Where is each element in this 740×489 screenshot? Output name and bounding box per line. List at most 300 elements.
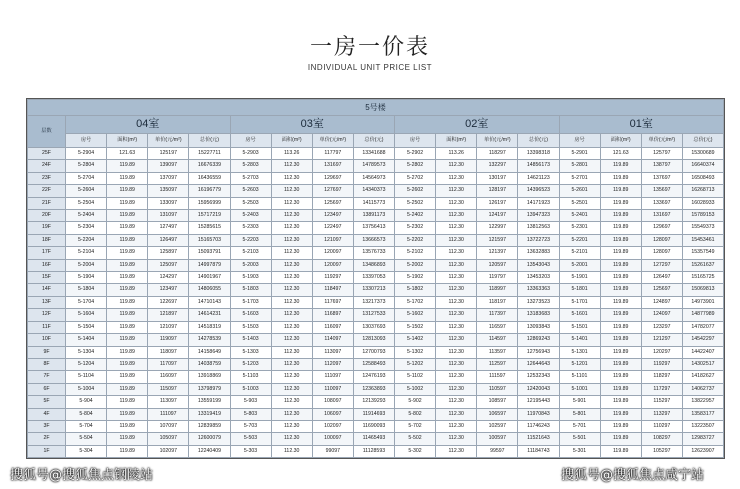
price-cell: 5-2203 xyxy=(230,234,271,246)
price-cell: 5-1804 xyxy=(66,284,107,296)
price-cell: 108097 xyxy=(312,396,353,408)
page-title: 一房一价表 xyxy=(309,35,430,60)
price-cell: 13363363 xyxy=(518,284,559,296)
price-cell: 5-2202 xyxy=(395,234,436,246)
price-cell: 13453203 xyxy=(518,272,559,284)
price-cell: 15453461 xyxy=(682,234,723,246)
price-cell: 5-2001 xyxy=(559,259,600,271)
table-row xyxy=(28,185,724,197)
price-cell: 5-504 xyxy=(66,433,107,445)
price-cell: 112.30 xyxy=(271,172,312,184)
price-cell: 11465493 xyxy=(353,433,394,445)
price-cell: 14182627 xyxy=(682,371,723,383)
price-cell: 119.89 xyxy=(107,247,148,259)
price-cell: 123497 xyxy=(148,284,189,296)
price-cell: 12588493 xyxy=(353,358,394,370)
price-cell: 5-703 xyxy=(230,420,271,432)
watermark-left: 搜狐号@搜狐焦点钢陵站 xyxy=(10,468,154,483)
price-cell: 135697 xyxy=(641,185,682,197)
price-cell: 5-1501 xyxy=(559,321,600,333)
price-cell: 12623907 xyxy=(682,445,723,457)
price-cell: 12600079 xyxy=(189,433,230,445)
price-cell: 112.30 xyxy=(436,321,477,333)
price-cell: 119.89 xyxy=(107,420,148,432)
price-cell: 119.89 xyxy=(107,160,148,172)
price-cell: 5-1603 xyxy=(230,309,271,321)
price-cell: 129697 xyxy=(312,172,353,184)
price-cell: 105297 xyxy=(641,445,682,457)
price-cell: 122697 xyxy=(148,296,189,308)
price-cell: 15165725 xyxy=(682,272,723,284)
price-cell: 5-1202 xyxy=(395,358,436,370)
price-cell: 5-2104 xyxy=(66,247,107,259)
price-cell: 113097 xyxy=(148,396,189,408)
price-cell: 14997879 xyxy=(189,259,230,271)
price-cell: 5-2504 xyxy=(66,197,107,209)
price-cell: 112.30 xyxy=(436,197,477,209)
table-row xyxy=(28,346,724,358)
floor-cell: 13F xyxy=(28,296,66,308)
price-cell: 5-1001 xyxy=(559,383,600,395)
price-cell: 13486893 xyxy=(353,259,394,271)
table-row xyxy=(28,284,724,296)
price-cell: 121397 xyxy=(477,247,518,259)
column-header: 总价(元) xyxy=(189,134,230,148)
price-cell: 13543043 xyxy=(518,259,559,271)
price-cell: 14422407 xyxy=(682,346,723,358)
unit-header: 01室 xyxy=(559,116,724,134)
price-cell: 124297 xyxy=(148,272,189,284)
price-cell: 112.30 xyxy=(436,420,477,432)
price-cell: 138797 xyxy=(641,160,682,172)
price-cell: 119.89 xyxy=(600,334,641,346)
price-cell: 106097 xyxy=(312,408,353,420)
table-row xyxy=(28,420,724,432)
floor-cell: 1F xyxy=(28,445,66,457)
price-cell: 5-1204 xyxy=(66,358,107,370)
price-cell: 115297 xyxy=(641,396,682,408)
price-cell: 113.26 xyxy=(271,148,312,160)
floor-cell: 18F xyxy=(28,234,66,246)
price-cell: 14518319 xyxy=(189,321,230,333)
price-cell: 5-1602 xyxy=(395,309,436,321)
price-cell: 5-902 xyxy=(395,396,436,408)
table-row xyxy=(28,358,724,370)
price-cell: 13632883 xyxy=(518,247,559,259)
price-cell: 119.89 xyxy=(107,296,148,308)
price-cell: 13583177 xyxy=(682,408,723,420)
price-cell: 117797 xyxy=(312,148,353,160)
price-cell: 113297 xyxy=(641,408,682,420)
price-cell: 15261637 xyxy=(682,259,723,271)
price-cell: 119.89 xyxy=(600,396,641,408)
price-cell: 12532343 xyxy=(518,371,559,383)
price-cell: 112.30 xyxy=(271,433,312,445)
price-cell: 13947323 xyxy=(518,210,559,222)
price-cell: 5-1704 xyxy=(66,296,107,308)
price-cell: 119.89 xyxy=(600,296,641,308)
price-cell: 5-2302 xyxy=(395,222,436,234)
price-cell: 5-2501 xyxy=(559,197,600,209)
price-cell: 12240409 xyxy=(189,445,230,457)
watermark-right: 搜狐号@搜狐焦点咸宁站 xyxy=(561,468,705,483)
column-header: 房号 xyxy=(66,134,107,148)
price-cell: 5-501 xyxy=(559,433,600,445)
price-cell: 14789573 xyxy=(353,160,394,172)
price-cell: 108297 xyxy=(641,433,682,445)
price-cell: 14564973 xyxy=(353,172,394,184)
price-cell: 128197 xyxy=(477,185,518,197)
price-cell: 14302517 xyxy=(682,358,723,370)
floor-cell: 4F xyxy=(28,408,66,420)
price-cell: 113.26 xyxy=(436,148,477,160)
price-cell: 119297 xyxy=(641,358,682,370)
price-cell: 112.30 xyxy=(271,321,312,333)
column-header: 单价(元/m²) xyxy=(148,134,189,148)
price-cell: 119.89 xyxy=(600,284,641,296)
price-cell: 112.30 xyxy=(271,371,312,383)
floor-cell: 12F xyxy=(28,309,66,321)
price-cell: 5-2903 xyxy=(230,148,271,160)
price-cell: 131097 xyxy=(148,210,189,222)
price-cell: 13756413 xyxy=(353,222,394,234)
floor-cell: 5F xyxy=(28,396,66,408)
price-cell: 126497 xyxy=(148,234,189,246)
price-cell: 5-1801 xyxy=(559,284,600,296)
price-cell: 5-1301 xyxy=(559,346,600,358)
price-cell: 124897 xyxy=(641,296,682,308)
floor-cell: 7F xyxy=(28,371,66,383)
price-cell: 12476193 xyxy=(353,371,394,383)
price-cell: 119.89 xyxy=(600,445,641,457)
price-cell: 122997 xyxy=(477,222,518,234)
price-cell: 119.89 xyxy=(600,420,641,432)
price-cell: 112.30 xyxy=(271,259,312,271)
price-cell: 112.30 xyxy=(271,408,312,420)
price-cell: 112.30 xyxy=(271,396,312,408)
building-name: 5号楼 xyxy=(28,100,724,116)
price-cell: 127297 xyxy=(641,259,682,271)
price-cell: 119.89 xyxy=(107,197,148,209)
price-cell: 5-503 xyxy=(230,433,271,445)
price-cell: 5-2603 xyxy=(230,185,271,197)
price-cell: 119.89 xyxy=(600,210,641,222)
price-cell: 13319419 xyxy=(189,408,230,420)
price-cell: 119.89 xyxy=(107,371,148,383)
price-cell: 14038759 xyxy=(189,358,230,370)
price-cell: 123497 xyxy=(312,210,353,222)
price-cell: 12363893 xyxy=(353,383,394,395)
price-cell: 133097 xyxy=(148,197,189,209)
price-cell: 5-704 xyxy=(66,420,107,432)
price-cell: 15956999 xyxy=(189,197,230,209)
price-cell: 117097 xyxy=(148,358,189,370)
price-cell: 5-1504 xyxy=(66,321,107,333)
price-cell: 5-2502 xyxy=(395,197,436,209)
price-cell: 107097 xyxy=(148,420,189,432)
price-cell: 5-2601 xyxy=(559,185,600,197)
price-cell: 121097 xyxy=(312,234,353,246)
price-cell: 5-2401 xyxy=(559,210,600,222)
price-cell: 125697 xyxy=(641,284,682,296)
column-header: 面积(m²) xyxy=(600,134,641,148)
price-cell: 119.89 xyxy=(107,210,148,222)
price-cell: 5-1004 xyxy=(66,383,107,395)
price-cell: 5-304 xyxy=(66,445,107,457)
price-cell: 5-302 xyxy=(395,445,436,457)
price-cell: 14158649 xyxy=(189,346,230,358)
floor-cell: 2F xyxy=(28,433,66,445)
price-cell: 119.89 xyxy=(107,259,148,271)
price-cell: 135097 xyxy=(148,185,189,197)
price-cell: 5-2102 xyxy=(395,247,436,259)
column-header: 房号 xyxy=(559,134,600,148)
price-cell: 5-1003 xyxy=(230,383,271,395)
price-cell: 12700793 xyxy=(353,346,394,358)
unit-header: 03室 xyxy=(230,116,395,134)
price-cell: 112097 xyxy=(312,358,353,370)
price-cell: 15165703 xyxy=(189,234,230,246)
price-cell: 118197 xyxy=(477,296,518,308)
price-cell: 122497 xyxy=(312,222,353,234)
price-cell: 5-2204 xyxy=(66,234,107,246)
price-cell: 112.30 xyxy=(436,433,477,445)
price-cell: 119.89 xyxy=(107,172,148,184)
price-cell: 119.89 xyxy=(600,172,641,184)
price-cell: 128097 xyxy=(641,234,682,246)
table-row xyxy=(28,334,724,346)
price-cell: 121.63 xyxy=(107,148,148,160)
price-cell: 5-2503 xyxy=(230,197,271,209)
price-cell: 13812563 xyxy=(518,222,559,234)
column-header: 面积(m²) xyxy=(271,134,312,148)
price-cell: 5-1002 xyxy=(395,383,436,395)
price-cell: 119.89 xyxy=(600,346,641,358)
price-cell: 112.30 xyxy=(271,247,312,259)
price-cell: 112.30 xyxy=(436,172,477,184)
column-header: 单价(元/m²) xyxy=(477,134,518,148)
price-cell: 5-2301 xyxy=(559,222,600,234)
price-cell: 16028933 xyxy=(682,197,723,209)
price-cell: 128097 xyxy=(641,247,682,259)
price-cell: 13223507 xyxy=(682,420,723,432)
price-cell: 119.89 xyxy=(600,321,641,333)
table-row xyxy=(28,148,724,160)
floor-cell: 19F xyxy=(28,222,66,234)
price-cell: 5-1604 xyxy=(66,309,107,321)
price-cell: 137097 xyxy=(148,172,189,184)
price-cell: 5-1304 xyxy=(66,346,107,358)
price-cell: 14340373 xyxy=(353,185,394,197)
price-cell: 11128593 xyxy=(353,445,394,457)
price-cell: 119797 xyxy=(477,272,518,284)
price-cell: 5-702 xyxy=(395,420,436,432)
price-cell: 5-1601 xyxy=(559,309,600,321)
price-cell: 113097 xyxy=(312,346,353,358)
floor-cell: 16F xyxy=(28,259,66,271)
price-cell: 114097 xyxy=(312,334,353,346)
price-cell: 5-1103 xyxy=(230,371,271,383)
price-cell: 100097 xyxy=(312,433,353,445)
price-cell: 13666573 xyxy=(353,234,394,246)
price-cell: 108597 xyxy=(477,396,518,408)
column-header: 总价(元) xyxy=(682,134,723,148)
price-cell: 99097 xyxy=(312,445,353,457)
floor-cell: 3F xyxy=(28,420,66,432)
price-cell: 102097 xyxy=(148,445,189,457)
price-cell: 14396523 xyxy=(518,185,559,197)
table-row xyxy=(28,272,724,284)
price-cell: 5-903 xyxy=(230,396,271,408)
column-header: 房号 xyxy=(230,134,271,148)
floor-cell: 11F xyxy=(28,321,66,333)
price-cell: 5-1402 xyxy=(395,334,436,346)
page-subtitle: INDIVIDUAL UNIT PRICE LIST xyxy=(307,63,433,72)
price-cell: 13183683 xyxy=(518,309,559,321)
table-row xyxy=(28,433,724,445)
price-cell: 112.30 xyxy=(436,234,477,246)
price-cell: 119.89 xyxy=(107,272,148,284)
column-header: 面积(m²) xyxy=(436,134,477,148)
price-cell: 5-804 xyxy=(66,408,107,420)
price-cell: 14806055 xyxy=(189,284,230,296)
price-cell: 5-2304 xyxy=(66,222,107,234)
price-cell: 119.89 xyxy=(600,259,641,271)
price-cell: 123297 xyxy=(641,321,682,333)
price-cell: 13397053 xyxy=(353,272,394,284)
price-cell: 112.30 xyxy=(271,160,312,172)
price-cell: 5-1302 xyxy=(395,346,436,358)
price-cell: 13891173 xyxy=(353,210,394,222)
price-cell: 110097 xyxy=(312,383,353,395)
floor-cell: 23F xyxy=(28,172,66,184)
floor-cell: 6F xyxy=(28,383,66,395)
price-cell: 125097 xyxy=(148,259,189,271)
price-cell: 121097 xyxy=(148,321,189,333)
price-cell: 99597 xyxy=(477,445,518,457)
price-cell: 119.89 xyxy=(600,272,641,284)
price-cell: 5-2704 xyxy=(66,172,107,184)
price-cell: 112.30 xyxy=(436,247,477,259)
price-cell: 124097 xyxy=(641,309,682,321)
table-row xyxy=(28,197,724,209)
price-cell: 112.30 xyxy=(436,383,477,395)
price-cell: 13341688 xyxy=(353,148,394,160)
price-cell: 127497 xyxy=(148,222,189,234)
price-cell: 120597 xyxy=(477,259,518,271)
price-cell: 116097 xyxy=(148,371,189,383)
price-cell: 13918869 xyxy=(189,371,230,383)
price-cell: 116897 xyxy=(312,309,353,321)
price-cell: 119.89 xyxy=(107,408,148,420)
price-cell: 112.30 xyxy=(271,234,312,246)
column-header: 面积(m²) xyxy=(107,134,148,148)
price-cell: 127697 xyxy=(312,185,353,197)
price-cell: 117297 xyxy=(641,383,682,395)
price-cell: 14621123 xyxy=(518,172,559,184)
price-cell: 15300689 xyxy=(682,148,723,160)
price-cell: 112.30 xyxy=(436,408,477,420)
price-cell: 5-802 xyxy=(395,408,436,420)
price-cell: 16640374 xyxy=(682,160,723,172)
column-header-row xyxy=(28,134,724,148)
price-cell: 118997 xyxy=(477,284,518,296)
price-cell: 119.89 xyxy=(600,371,641,383)
table-row xyxy=(28,259,724,271)
price-cell: 112.30 xyxy=(271,445,312,457)
table-row xyxy=(28,321,724,333)
price-cell: 112.30 xyxy=(436,396,477,408)
price-cell: 5-1803 xyxy=(230,284,271,296)
price-cell: 5-1702 xyxy=(395,296,436,308)
price-cell: 5-904 xyxy=(66,396,107,408)
price-cell: 117397 xyxy=(477,309,518,321)
price-cell: 5-1404 xyxy=(66,334,107,346)
price-cell: 111097 xyxy=(312,371,353,383)
floor-cell: 8F xyxy=(28,358,66,370)
unit-header-row xyxy=(28,116,724,134)
price-cell: 15093791 xyxy=(189,247,230,259)
price-cell: 117697 xyxy=(312,296,353,308)
price-cell: 5-2602 xyxy=(395,185,436,197)
building-header-row xyxy=(28,100,724,116)
floor-cell: 10F xyxy=(28,334,66,346)
price-cell: 15789153 xyxy=(682,210,723,222)
price-cell: 5-2802 xyxy=(395,160,436,172)
column-header: 总价(元) xyxy=(353,134,394,148)
floor-cell: 14F xyxy=(28,284,66,296)
price-cell: 120097 xyxy=(312,247,353,259)
price-cell: 116597 xyxy=(477,321,518,333)
price-cell: 112.30 xyxy=(436,160,477,172)
price-cell: 5-1104 xyxy=(66,371,107,383)
price-cell: 12195443 xyxy=(518,396,559,408)
price-cell: 14171923 xyxy=(518,197,559,209)
price-cell: 5-2803 xyxy=(230,160,271,172)
price-cell: 13559199 xyxy=(189,396,230,408)
price-cell: 112.30 xyxy=(271,284,312,296)
price-cell: 112.30 xyxy=(271,222,312,234)
price-cell: 106597 xyxy=(477,408,518,420)
price-cell: 5-1201 xyxy=(559,358,600,370)
price-cell: 112.30 xyxy=(271,383,312,395)
price-cell: 112.30 xyxy=(436,259,477,271)
price-cell: 5-2703 xyxy=(230,172,271,184)
price-cell: 125197 xyxy=(148,148,189,160)
price-cell: 119.89 xyxy=(600,408,641,420)
price-cell: 119.89 xyxy=(600,309,641,321)
price-cell: 5-1203 xyxy=(230,358,271,370)
price-cell: 112.30 xyxy=(436,358,477,370)
price-cell: 5-2904 xyxy=(66,148,107,160)
table-row xyxy=(28,396,724,408)
price-cell: 5-2404 xyxy=(66,210,107,222)
price-cell: 13722723 xyxy=(518,234,559,246)
price-cell: 119.89 xyxy=(600,433,641,445)
price-cell: 14614231 xyxy=(189,309,230,321)
table-row xyxy=(28,160,724,172)
price-cell: 112.30 xyxy=(271,296,312,308)
price-cell: 5-1902 xyxy=(395,272,436,284)
price-cell: 5-1903 xyxy=(230,272,271,284)
price-cell: 112.30 xyxy=(271,185,312,197)
price-cell: 118097 xyxy=(148,346,189,358)
price-cell: 13217373 xyxy=(353,296,394,308)
table-row xyxy=(28,222,724,234)
floor-cell: 20F xyxy=(28,210,66,222)
price-cell: 5-2403 xyxy=(230,210,271,222)
price-cell: 5-1703 xyxy=(230,296,271,308)
